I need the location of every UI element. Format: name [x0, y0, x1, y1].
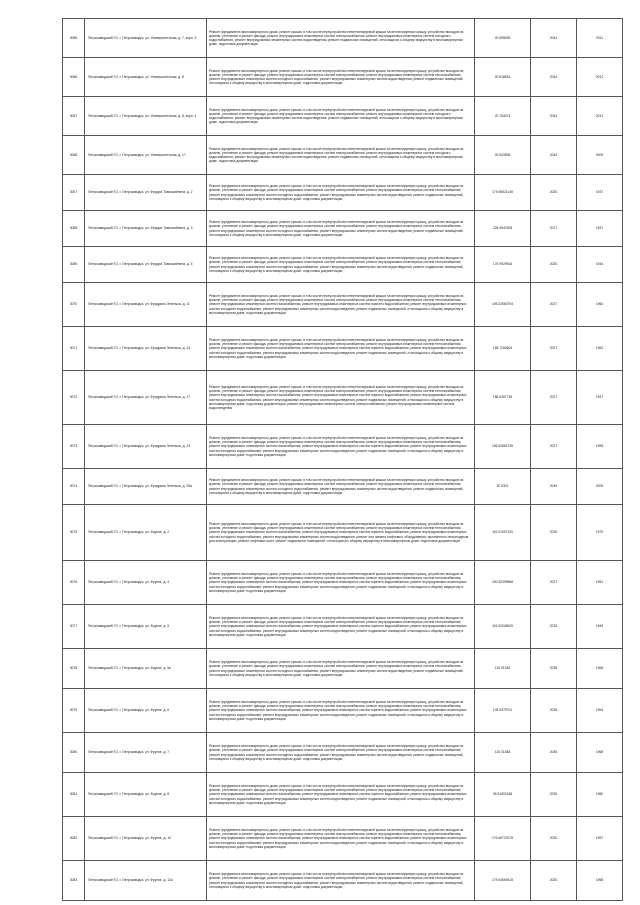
house-address: Петрозаводский ГО, г. Петрозаводск, ул. Университетская, д. 17 [85, 136, 207, 175]
table-row [63, 733, 623, 773]
table-row [63, 861, 623, 901]
row-number: 3078 [63, 649, 85, 689]
table-row [63, 136, 623, 175]
repair-works-list: Ремонт фундамента многоквартирного дома, ремонт крыши, в том числе переустройство невентилируемой крыши на вентилируемую крышу, устройство выходов на кровлю, утепление и ремонт фасада, ремонт внутридомовых инженерных систем электроснабжения, ремонт внутридомовых инженерных систем теплоснабжения, ремонт внутридомовых инженерных систем газоснабжения, ремонт внутридомовых инженерных систем горячего водоснабжения, ремонт внутридомовых инженерных систем холодного водоснабжения, ремонт внутридомовых инженерных систем водоотведения, ремонт подвальных помещений, относящихся к общему имуществу в многоквартирном доме, подготовка документации [207, 773, 475, 817]
table-row [63, 19, 623, 58]
row-number: 3065 [63, 19, 85, 58]
build-year: 1970 [577, 505, 623, 561]
repair-cost: 150 52399568 [475, 561, 531, 605]
repair-works-list: Ремонт фундамента многоквартирного дома, ремонт крыши, в том числе переустройство невентилируемой крыши на вентилируемую крышу, устройство выходов на кровлю, утепление и ремонт фасада, ремонт внутридомовых инженерных систем электроснабжения, ремонт внутридомовых инженерных систем теплоснабжения, ремонт внутридомовых инженерных систем холодного водоснабжения, ремонт внутридомовых инженерных систем водоотведения, ремонт подвальных помещений, относящихся к общему имуществу в многоквартирном доме, подготовка документации [207, 469, 475, 505]
build-year: 1968 [577, 733, 623, 773]
repair-cost: 20 764074 [475, 97, 531, 136]
build-year: 1947 [577, 371, 623, 425]
planned-year: 2035 [531, 733, 577, 773]
house-address: Петрозаводский ГО, г. Петрозаводск, ул. Фридриха Энгельса, д. 25а [85, 469, 207, 505]
repair-works-list: Ремонт фундамента многоквартирного дома, ремонт крыши, в том числе переустройство невентилируемой крыши на вентилируемую крышу, устройство выходов на кровлю, утепление и ремонт фасада, ремонт внутридомовых инженерных систем электроснабжения, ремонт внутридомовых инженерных систем теплоснабжения, ремонт внутридомовых инженерных систем газоснабжения, ремонт внутридомовых инженерных систем горячего водоснабжения, ремонт внутридомовых инженерных систем холодного водоснабжения, ремонт внутридомовых инженерных систем водоотведения, ремонт подвальных помещений, относящихся к общему имуществу в многоквартирном доме, подготовка документации [207, 689, 475, 733]
repair-works-list: Ремонт фундамента многоквартирного дома, ремонт крыши, в том числе переустройство невентилируемой крыши на вентилируемую крышу, устройство выходов на кровлю, утепление и ремонт фасада, ремонт внутридомовых инженерных систем электроснабжения, ремонт внутридомовых инженерных систем теплоснабжения, ремонт внутридомовых инженерных систем газоснабжения, ремонт внутридомовых инженерных систем горячего водоснабжения, ремонт внутридомовых инженерных систем холодного водоснабжения, ремонт внутридомовых инженерных систем водоотведения, ремонт подвальных помещений, относящихся к общему имуществу в многоквартирном доме, подготовка документации, ремонт внутридомовых инженерных систем электроснабжения, ремонт внутридомовых инженерных систем водоотведения [207, 371, 475, 425]
row-number: 3070 [63, 283, 85, 327]
repair-cost: 116 01097100 [475, 505, 531, 561]
build-year: 1934 [577, 247, 623, 283]
row-number: 3081 [63, 773, 85, 817]
repair-works-list: Ремонт фундамента многоквартирного дома, ремонт крыши, в том числе переустройство невентилируемой крыши на вентилируемую крышу, устройство выходов на кровлю, утепление и ремонт фасада, ремонт внутридомовых инженерных систем электроснабжения, ремонт внутридомовых инженерных систем теплоснабжения, ремонт внутридомовых инженерных систем холодного водоснабжения, ремонт внутридомовых инженерных систем водоотведения, ремонт подвальных помещений, относящихся к общему имуществу в многоквартирном доме, подготовка документации [207, 649, 475, 689]
planned-year: 2027 [531, 283, 577, 327]
repair-works-list: Ремонт фундамента многоквартирного дома, ремонт крыши, в том числе переустройство невентилируемой крыши на вентилируемую крышу, устройство выходов на кровлю, утепление и ремонт фасада, ремонт внутридомовых инженерных систем электроснабжения, ремонт внутридомовых инженерных систем теплоснабжения, ремонт внутридомовых инженерных систем газоснабжения, ремонт внутридомовых инженерных систем горячего водоснабжения, ремонт внутридомовых инженерных систем холодного водоснабжения, ремонт внутридомовых инженерных систем водоотведения, ремонт подвальных помещений, относящихся к общему имуществу в многоквартирном доме, подготовка документации [207, 327, 475, 371]
planned-year: 2049 [531, 469, 577, 505]
table-row [63, 247, 623, 283]
house-address: Петрозаводский ГО, г. Петрозаводск, ул. Федора Тимоскайнена, д. 2 [85, 175, 207, 211]
build-year: 2012 [577, 58, 623, 97]
house-address: Петрозаводский ГО, г. Петрозаводск, ул. Университетская, д. 7, корп. 3 [85, 19, 207, 58]
build-year: 1966 [577, 649, 623, 689]
row-number: 3076 [63, 561, 85, 605]
build-year: 1960 [577, 283, 623, 327]
row-number: 3073 [63, 425, 85, 469]
row-number: 3071 [63, 327, 85, 371]
build-year: 2012 [577, 97, 623, 136]
build-year: 2011 [577, 19, 623, 58]
row-number: 3082 [63, 817, 85, 861]
house-address: Петрозаводский ГО, г. Петрозаводск, ул. Фридриха Энгельса, д. 23 [85, 425, 207, 469]
table-row [63, 97, 623, 136]
build-year: 1955 [577, 425, 623, 469]
planned-year: 2020 [531, 247, 577, 283]
repair-works-list: Ремонт фундамента многоквартирного дома, ремонт крыши, в том числе переустройство невентилируемой крыши на вентилируемую крышу, устройство выходов на кровлю, утепление и ремонт фасада, ремонт внутридомовых инженерных систем электроснабжения, ремонт внутридомовых инженерных систем холодного водоснабжения, ремонт внутридомовых инженерных систем водоотведения, ремонт подвальных помещений, относящихся к общему имуществу в многоквартирном доме, подготовка документации [207, 19, 475, 58]
table-row [63, 283, 623, 327]
row-number: 3080 [63, 733, 85, 773]
table-row [63, 689, 623, 733]
repair-works-list: Ремонт фундамента многоквартирного дома, ремонт крыши, в том числе переустройство невентилируемой крыши на вентилируемую крышу, устройство выходов на кровлю, утепление и ремонт фасада, ремонт внутридомовых инженерных систем электроснабжения, ремонт внутридомовых инженерных систем холодного водоснабжения, ремонт внутридомовых инженерных систем водоотведения, ремонт подвальных помещений, относящихся к общему имуществу в многоквартирном доме, подготовка документации [207, 136, 475, 175]
repair-cost: 176 66723278 [475, 817, 531, 861]
house-address: Петрозаводский ГО, г. Петрозаводск, ул. Фрунзе, д. 6 [85, 689, 207, 733]
repair-works-list: Ремонт фундамента многоквартирного дома, ремонт крыши, в том числе переустройство невентилируемой крыши на вентилируемую крышу, устройство выходов на кровлю, утепление и ремонт фасада, ремонт внутридомовых инженерных систем электроснабжения, ремонт внутридомовых инженерных систем теплоснабжения, ремонт внутридомовых инженерных систем холодного водоснабжения, ремонт внутридомовых инженерных систем водоотведения, ремонт подвальных помещений, относящихся к общему имуществу в многоквартирном доме, подготовка документации [207, 211, 475, 247]
house-address: Петрозаводский ГО, г. Петрозаводск, ул. Фрунзе, д. 5 [85, 605, 207, 649]
repair-cost: 175 9929516 [475, 247, 531, 283]
house-address: Петрозаводский ГО, г. Петрозаводск, ул. Университетская, д. 8, корп. 4 [85, 97, 207, 136]
row-number: 3067 [63, 97, 85, 136]
row-number: 3077 [63, 605, 85, 649]
house-address: Петрозаводский ГО, г. Петрозаводск, ул. Федора Тимоскайнена, д. 5 [85, 247, 207, 283]
planned-year: 2044 [531, 136, 577, 175]
planned-year: 2017 [531, 211, 577, 247]
table-row [63, 371, 623, 425]
repair-cost: 115 91348 [475, 649, 531, 689]
planned-year: 2020 [531, 505, 577, 561]
row-number: 3074 [63, 469, 85, 505]
table-row [63, 605, 623, 649]
planned-year: 2030 [531, 773, 577, 817]
repair-cost: 175 55521148 [475, 175, 531, 211]
repair-cost: 156 6287735 [475, 371, 531, 425]
repair-works-list: Ремонт фундамента многоквартирного дома, ремонт крыши, в том числе переустройство невентилируемой крыши на вентилируемую крышу, устройство выходов на кровлю, утепление и ремонт фасада, ремонт внутридомовых инженерных систем электроснабжения, ремонт внутридомовых инженерных систем теплоснабжения, ремонт внутридомовых инженерных систем холодного водоснабжения, ремонт внутридомовых инженерных систем водоотведения, ремонт подвальных помещений, относящихся к общему имуществу в многоквартирном доме, подготовка документации [207, 247, 475, 283]
planned-year: 2044 [531, 58, 577, 97]
planned-year: 2028 [531, 689, 577, 733]
house-address: Петрозаводский ГО, г. Петрозаводск, ул. Фридриха Энгельса, д. 11 [85, 283, 207, 327]
row-number: 3083 [63, 861, 85, 901]
repair-cost: 20 655535 [475, 19, 531, 58]
build-year: 1951 [577, 561, 623, 605]
repair-works-list: Ремонт фундамента многоквартирного дома, ремонт крыши, в том числе переустройство невентилируемой крыши на вентилируемую крышу, устройство выходов на кровлю, утепление и ремонт фасада, ремонт внутридомовых инженерных систем электроснабжения, ремонт внутридомовых инженерных систем теплоснабжения, ремонт внутридомовых инженерных систем холодного водоснабжения, ремонт внутридомовых инженерных систем водоотведения, ремонт подвальных помещений, относящихся к общему имуществу в многоквартирном доме, подготовка документации [207, 58, 475, 97]
row-number: 3068 [63, 211, 85, 247]
table-row [63, 58, 623, 97]
repair-cost: 20 518634 [475, 58, 531, 97]
row-number: 3079 [63, 689, 85, 733]
house-address: Петрозаводский ГО, г. Петрозаводск, ул. Фрунзе, д. 8 [85, 773, 207, 817]
planned-year: 2027 [531, 327, 577, 371]
repair-cost: 155 22560794 [475, 283, 531, 327]
table-row [63, 175, 623, 211]
table-row [63, 425, 623, 469]
house-address: Петрозаводский ГО, г. Петрозаводск, ул. Университетская, д. 8 [85, 58, 207, 97]
planned-year: 2020 [531, 175, 577, 211]
table-row [63, 773, 623, 817]
build-year: 1960 [577, 773, 623, 817]
build-year: 1937 [577, 175, 623, 211]
build-year: 1957 [577, 817, 623, 861]
repair-cost: 156 7260604 [475, 327, 531, 371]
planned-year: 2020 [531, 861, 577, 901]
planned-year: 2044 [531, 97, 577, 136]
row-number: 3067 [63, 175, 85, 211]
row-number: 3072 [63, 371, 85, 425]
capital-repair-table [62, 18, 623, 901]
house-address: Петрозаводский ГО, г. Петрозаводск, ул. Фрунзе, д. 10 [85, 817, 207, 861]
repair-works-list: Ремонт фундамента многоквартирного дома, ремонт крыши, в том числе переустройство невентилируемой крыши на вентилируемую крышу, устройство выходов на кровлю, утепление и ремонт фасада, ремонт внутридомовых инженерных систем электроснабжения, ремонт внутридомовых инженерных систем теплоснабжения, ремонт внутридомовых инженерных систем газоснабжения, ремонт внутридомовых инженерных систем горячего водоснабжения, ремонт внутридомовых инженерных систем холодного водоснабжения, ремонт внутридомовых инженерных систем водоотведения, ремонт или замена лифтового оборудования, признанного непригодным для эксплуатации, ремонт лифтовых шахт, ремонт подвальных помещений, относящихся к общему имуществу в многоквартирном доме, подготовка документации [207, 505, 475, 561]
repair-cost: 115 31488 [475, 733, 531, 773]
build-year: 1964 [577, 689, 623, 733]
house-address: Петрозаводский ГО, г. Петрозаводск, ул. Фрунзе, д. 4 [85, 561, 207, 605]
build-year: 1949 [577, 605, 623, 649]
repair-cost: 95 51692168 [475, 773, 531, 817]
house-address: Петрозаводский ГО, г. Петрозаводск, ул. Фрунзе, д. 12а [85, 861, 207, 901]
repair-works-list: Ремонт фундамента многоквартирного дома, ремонт крыши, в том числе переустройство невентилируемой крыши на вентилируемую крышу, устройство выходов на кровлю, утепление и ремонт фасада, ремонт внутридомовых инженерных систем электроснабжения, ремонт внутридомовых инженерных систем теплоснабжения, ремонт внутридомовых инженерных систем газоснабжения, ремонт внутридомовых инженерных систем горячего водоснабжения, ремонт внутридомовых инженерных систем холодного водоснабжения, ремонт внутридомовых инженерных систем водоотведения, ремонт подвальных помещений, относящихся к общему имуществу в многоквартирном доме, подготовка документации [207, 605, 475, 649]
table-row [63, 649, 623, 689]
repair-cost: 226 4942305 [475, 211, 531, 247]
build-year: 2005 [577, 469, 623, 505]
build-year: 1962 [577, 327, 623, 371]
planned-year: 2027 [531, 561, 577, 605]
repair-works-list: Ремонт фундамента многоквартирного дома, ремонт крыши, в том числе переустройство невентилируемой крыши на вентилируемую крышу, устройство выходов на кровлю, утепление и ремонт фасада, ремонт внутридомовых инженерных систем электроснабжения, ремонт внутридомовых инженерных систем теплоснабжения, ремонт внутридомовых инженерных систем газоснабжения, ремонт внутридомовых инженерных систем горячего водоснабжения, ремонт внутридомовых инженерных систем холодного водоснабжения, ремонт внутридомовых инженерных систем водоотведения, ремонт подвальных помещений, относящихся к общему имуществу в многоквартирном доме, подготовка документации [207, 817, 475, 861]
repair-works-list: Ремонт фундамента многоквартирного дома, ремонт крыши, в том числе переустройство невентилируемой крыши на вентилируемую крышу, устройство выходов на кровлю, утепление и ремонт фасада, ремонт внутридомовых инженерных систем электроснабжения, ремонт внутридомовых инженерных систем теплоснабжения, ремонт внутридомовых инженерных систем газоснабжения, ремонт внутридомовых инженерных систем горячего водоснабжения, ремонт внутридомовых инженерных систем холодного водоснабжения, ремонт внутридомовых инженерных систем водоотведения, ремонт подвальных помещений, относящихся к общему имуществу в многоквартирном доме, подготовка документации [207, 283, 475, 327]
table-row [63, 817, 623, 861]
table-row [63, 327, 623, 371]
repair-cost: 116 32046529 [475, 605, 531, 649]
row-number: 3075 [63, 505, 85, 561]
house-address: Петрозаводский ГО, г. Петрозаводск, ул. Фрунзе, д. 7 [85, 733, 207, 773]
row-number: 3069 [63, 247, 85, 283]
repair-works-list: Ремонт фундамента многоквартирного дома, ремонт крыши, в том числе переустройство невентилируемой крыши на вентилируемую крышу, устройство выходов на кровлю, утепление и ремонт фасада, ремонт внутридомовых инженерных систем электроснабжения, ремонт внутридомовых инженерных систем холодного водоснабжения, ремонт внутридомовых инженерных систем водоотведения, ремонт подвальных помещений, относящихся к общему имуществу в многоквартирном доме, подготовка документации [207, 97, 475, 136]
planned-year: 2035 [531, 649, 577, 689]
house-address: Петрозаводский ГО, г. Петрозаводск, ул. Фридриха Энгельса, д. 13 [85, 327, 207, 371]
build-year: 1958 [577, 861, 623, 901]
build-year: 2009 [577, 136, 623, 175]
repair-cost: 20 643508 [475, 136, 531, 175]
document-page [62, 18, 622, 901]
planned-year: 2020 [531, 817, 577, 861]
row-number: 3066 [63, 58, 85, 97]
repair-cost: 105 9379701 [475, 689, 531, 733]
table-row [63, 561, 623, 605]
repair-works-list: Ремонт фундамента многоквартирного дома, ремонт крыши, в том числе переустройство невентилируемой крыши на вентилируемую крышу, устройство выходов на кровлю, утепление и ремонт фасада, ремонт внутридомовых инженерных систем электроснабжения, ремонт внутридомовых инженерных систем теплоснабжения, ремонт внутридомовых инженерных систем холодного водоснабжения, ремонт внутридомовых инженерных систем водоотведения, ремонт подвальных помещений, относящихся к общему имуществу в многоквартирном доме, подготовка документации [207, 175, 475, 211]
repair-works-list: Ремонт фундамента многоквартирного дома, ремонт крыши, в том числе переустройство невентилируемой крыши на вентилируемую крышу, устройство выходов на кровлю, утепление и ремонт фасада, ремонт внутридомовых инженерных систем электроснабжения, ремонт внутридомовых инженерных систем теплоснабжения, ремонт внутридомовых инженерных систем газоснабжения, ремонт внутридомовых инженерных систем горячего водоснабжения, ремонт внутридомовых инженерных систем холодного водоснабжения, ремонт внутридомовых инженерных систем водоотведения, ремонт подвальных помещений, относящихся к общему имуществу в многоквартирном доме, подготовка документации [207, 425, 475, 469]
house-address: Петрозаводский ГО, г. Петрозаводск, ул. Федора Тимоскайнена, д. 3 [85, 211, 207, 247]
repair-cost: 156 52864736 [475, 425, 531, 469]
planned-year: 2027 [531, 371, 577, 425]
house-address: Петрозаводский ГО, г. Петрозаводск, ул. Фрунзе, д. 2 [85, 505, 207, 561]
repair-works-list: Ремонт фундамента многоквартирного дома, ремонт крыши, в том числе переустройство невентилируемой крыши на вентилируемую крышу, устройство выходов на кровлю, утепление и ремонт фасада, ремонт внутридомовых инженерных систем электроснабжения, ремонт внутридомовых инженерных систем теплоснабжения, ремонт внутридомовых инженерных систем холодного водоснабжения, ремонт внутридомовых инженерных систем водоотведения, ремонт подвальных помещений, относящихся к общему имуществу в многоквартирном доме, подготовка документации [207, 733, 475, 773]
row-number: 3068 [63, 136, 85, 175]
planned-year: 2027 [531, 425, 577, 469]
house-address: Петрозаводский ГО, г. Петрозаводск, ул. Фридриха Энгельса, д. 17 [85, 371, 207, 425]
table-row [63, 469, 623, 505]
planned-year: 2044 [531, 19, 577, 58]
repair-cost: 175 54569415 [475, 861, 531, 901]
build-year: 1937 [577, 211, 623, 247]
table-row [63, 211, 623, 247]
planned-year: 2032 [531, 605, 577, 649]
repair-works-list: Ремонт фундамента многоквартирного дома, ремонт крыши, в том числе переустройство невентилируемой крыши на вентилируемую крышу, устройство выходов на кровлю, утепление и ремонт фасада, ремонт внутридомовых инженерных систем электроснабжения, ремонт внутридомовых инженерных систем теплоснабжения, ремонт внутридомовых инженерных систем холодного водоснабжения, ремонт внутридомовых инженерных систем водоотведения, ремонт подвальных помещений, относящихся к общему имуществу в многоквартирном доме, подготовка документации [207, 861, 475, 901]
table-row [63, 505, 623, 561]
repair-cost: 30 5301 [475, 469, 531, 505]
house-address: Петрозаводский ГО, г. Петрозаводск, ул. Фрунзе, д. 5а [85, 649, 207, 689]
repair-works-list: Ремонт фундамента многоквартирного дома, ремонт крыши, в том числе переустройство невентилируемой крыши на вентилируемую крышу, устройство выходов на кровлю, утепление и ремонт фасада, ремонт внутридомовых инженерных систем электроснабжения, ремонт внутридомовых инженерных систем теплоснабжения, ремонт внутридомовых инженерных систем газоснабжения, ремонт внутридомовых инженерных систем горячего водоснабжения, ремонт внутридомовых инженерных систем холодного водоснабжения, ремонт внутридомовых инженерных систем водоотведения, ремонт подвальных помещений, относящихся к общему имуществу в многоквартирном доме, подготовка документации [207, 561, 475, 605]
